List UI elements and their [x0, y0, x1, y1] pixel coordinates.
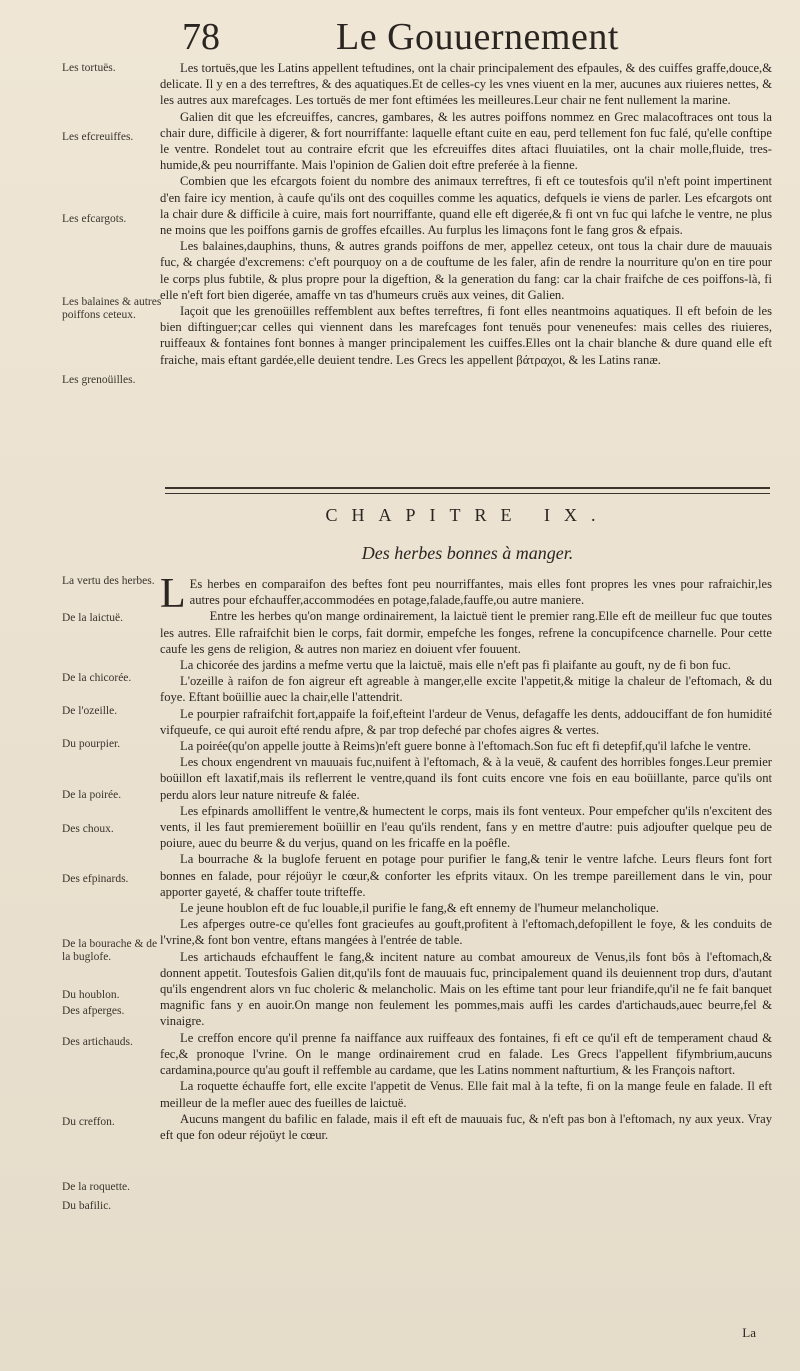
margin-note: De la laictuë. — [62, 612, 123, 624]
margin-note: De la poirée. — [62, 789, 122, 801]
paragraph-laictue: Entre les herbes qu'on mange ordinairement, la laictuë tient le premier rang.Elle eft de meilleur fuc que toutes les autres. Elle rafraifchit bien le corps, fait dormir, empefche les fonges, refrene la concupifcence charnelle. Pour cette caufe les gens de religion, & autres non mariez en doiuent vfer fouuent. — [160, 609, 772, 656]
ornamental-rule — [165, 487, 770, 494]
paragraph-roquette: La roquette échauffe fort, elle excite l'appetit de Venus. Elle fait mal à la tefte, fi on la mange feule en falade. Il eft meilleur de la mefler auec des fueilles de laictuë. — [160, 1079, 772, 1110]
margin-note: La vertu des herbes. — [62, 575, 155, 587]
paragraph-artichauds: Les artichauds efchauffent le fang,& incitent nature au combat amoureux de Venus,ils font bôs à l'eftomach,& donnent appetit. Toutesfois Galien dit,qu'ils font de mauuais fuc, principalement quand ils deuiennent trop durs, d'autant qu'ils engendrent alors vn fuc choleric & melancholic. Mais on les eftime tant pour leur friandife,qu'il ne fe fait banquet magnific fans y en auoir.On mange non feulement les pommes,mais auffi les cardes d'artichauds,auec beurre,fel & vinaigre. — [160, 949, 772, 1029]
paragraph-tortues: Les tortuës,que les Latins appellent teftudines, ont la chair principalement des efpaules, & des cuiffes graffe,douce,& delicate. Il y en a des terreftres, & des aquatiques.Et de celles-cy les vnes viuent en la mer, aucunes aux riuieres nettes, & les autres aux marefcages. Les tortuës de mer font eftimées les meilleures.Leur chair ne fent nullement la marine. — [160, 61, 772, 108]
margin-note: Les efcreuiffes. — [62, 131, 134, 143]
paragraph-grenouilles: Iaçoit que les grenoüilles reffemblent aux beftes terreftres, fi font elles neantmoins aquatiques. Il eft befoin de les bien diftinguer;car celles qui viennent dans les marefcages font tenuës pour veneneufes: mais celles des riuieres, ruiffeaux & fontaines font bonnes à manger principalement les cuiffes.Elles ont la chair blanche & dure quand elle eft fraiche, mais eftant gardée,elle deuient tendre. Les Grecs les appellent βάτραχοι, & les Latins ranæ. — [160, 304, 772, 367]
paragraph-herbes — [160, 571, 772, 617]
paragraph-houblon: Le jeune houblon eft de fuc louable,il purifie le fang,& eft ennemy de l'humeur melancholique. — [180, 901, 659, 916]
margin-note: De la chicorée. — [62, 672, 132, 684]
paragraph-choux: Les choux engendrent vn mauuais fuc,nuifent à l'eftomach, & à la veuë, & caufent des horribles fonges.Leur premier boüillon eft laxatif,mais ils reflerrent le ventre,quand ils font cuits encore vne fois en eau boüillante, parce qu'ils ont perdu alors leur nature nitreufe & falée. — [160, 755, 772, 802]
margin-note: Les grenoüilles. — [62, 374, 136, 386]
margin-note: De la roquette. — [62, 1181, 131, 1193]
paragraph-ozeille: L'ozeille à raifon de fon aigreur eft agreable à manger,elle excite l'appetit,& mitige la chaleur de l'eftomach, & du foye. Eftant boüillie auec la chair,elle l'attendrit. — [160, 674, 772, 705]
margin-note: Du pourpier. — [62, 738, 121, 750]
catchword: La — [742, 1325, 756, 1340]
page-number: 78 — [182, 16, 220, 58]
margin-note: Des afperges. — [62, 1005, 125, 1017]
paragraph-asperges: Les afperges outre-ce qu'elles font gracieufes au gouft,profitent à l'eftomach,defopillent le foye, & les conduits de l'vrine,& font bon ventre, eftans mangées à l'entrée de table. — [160, 917, 772, 948]
margin-note: Des artichauds. — [62, 1036, 133, 1048]
drop-cap: L — [160, 571, 186, 617]
margin-note: Du creffon. — [62, 1116, 115, 1128]
section-one-text — [160, 60, 772, 368]
paragraph-pourpier: Le pourpier rafraifchit fort,appaife la foif,efteint l'ardeur de Venus, defagaffe les dents, addouciffant de fon humidité vifqueufe, ce qui auroit efté rendu afpre, & par trop defeché par chofes aigres & vertes. — [160, 706, 772, 737]
margin-note: Des efpinards. — [62, 873, 129, 885]
paragraph-chicoree: La chicorée des jardins a mefme vertu que la laictuë, mais elle n'eft pas fi plaifante au gouft, ny de fi bon fuc. — [180, 658, 731, 673]
paragraph-herbes-text: Es herbes en comparaifon des beftes font peu nourriffantes, mais elles font propres les vnes pour rafraichir,les autres pour efchauffer,accommodées en potage,falade,fauffe,ou autre maniere. — [189, 577, 772, 608]
margin-notes — [0, 0, 160, 1371]
margin-note: Les balaines & autres poiffons ceteux. — [62, 296, 162, 321]
paragraph-poiree: La poirée(qu'on appelle joutte à Reims)n'eft guere bonne à l'eftomach.Son fuc eft fi detерfif,qu'il lafche le ventre. — [180, 739, 752, 754]
paragraph-cresson: Le creffon encore qu'il prenne fa naiffance aux ruiffeaux des fontaines, fi eft ce qu'il eft de temperament chaud & fec,& pronoque l'vrine. On le mange ordinairement crud en falade. Les Grecs l'appellent fifymbrium,aucuns cardamina,pource qu'au gouft il reffemble au cardame, que les Latins nomment nafturtium, & les François naftort. — [160, 1030, 772, 1078]
margin-note: Du houblon. — [62, 989, 120, 1001]
paragraph-escargots: Combien que les efcargots foient du nombre des animaux terreftres, fi eft ce toutesfois qu'il n'eft point impertinent d'en faire icy mention, à caufe qu'ils ont des coquilles comme les aquatics, defquels ie viens de parler. Les efcargots ont la chair dure & difficile à cuire, mais fort nourriffante, quand elle eft digerée,& fi ont vn fuc qui lafche le ventre, ne plus ne moins que les poiffons garnis de groffes efcailles. Au furplus les limaçons font le fang gros & efpais. — [160, 174, 772, 238]
margin-note: Du bafilic. — [62, 1200, 112, 1212]
chapter-title: Des herbes bonnes à manger. — [361, 543, 574, 563]
margin-note: Les efcargots. — [62, 213, 127, 225]
paragraph-espinards: Les efpinards amolliffent le ventre,& humectent le corps, mais ils font venteux. Pour empefcher qu'ils n'excitent des vents, il les faut premierement boüillir en l'eau qu'ils rendent, fans y en mettre d'autre: puis adjoufter quelque peu de poiure, auec du beurre & du verjus, quand on les fricaffe en la poêfle. — [160, 803, 772, 851]
margin-note: Les tortuës. — [62, 62, 116, 74]
paragraph-bourache: La bourrache & la buglofe feruent en potage pour purifier le fang,& tenir le ventre lafche. Leurs fleurs font fort bonnes en falade, pour réjoüyr le cœur,& conforter les efprits vitaux. On les trempe pareillement dans le vin, pour apporter gayeté, & chaffer toute trifteffe. — [160, 852, 772, 899]
running-title: Le Gouuernement — [336, 16, 619, 58]
margin-note: Des choux. — [62, 823, 114, 835]
paragraph-balaines: Les balaines,dauphins, thuns, & autres grands poiffons de mer, appellez ceteux, ont tous la chair dure de mauuais fuc, & chargée d'excremens: c'eft pourquoy on a de couftume de les faler, afin de rendre la nourriture qu'on en tire pour le corps plus fubtile, & plus propre pour la digeftion, & la generation du fang: car la chair fraifche de ces poiffons-là, fi elle n'eft fort bien digerée, amaffe vn tas d'humeurs cruës aux veines, dit Galien. — [160, 239, 772, 302]
paragraph-basilic: Aucuns mangent du bafilic en falade, mais il eft eft de mauuais fuc, & n'eft pas bon à l'eftomach, ny aux yeux. Vray eft que fon odeur réjoüyt le cœur. — [160, 1111, 772, 1142]
paragraph-escreuisses: Galien dit que les efcreuiffes, cancres, gambares, & les autres poiffons nommez en Grec malacoftraces ont tous la chair dure, difficile à digerer, & fort nourriffante: laquelle eftant cuite en eau, perd tellement fon fuc falé, qu'elle conftipe le ventre. Rondelet tout au contraire efcrit que les efcreuiffes dites aftaci fluuiatiles, ont la chair molle,fluide, tres-humide,& peu nourriffante. Mais l'opinion de Galien doit eftre preferée à la fienne. — [160, 109, 772, 173]
section-two-text — [160, 571, 772, 1143]
chapter-heading: CHAPITRE IX. — [325, 505, 610, 525]
margin-note: De la bourache & de la buglofe. — [62, 938, 158, 963]
page-header — [182, 14, 782, 64]
margin-note: De l'ozeille. — [62, 705, 118, 717]
